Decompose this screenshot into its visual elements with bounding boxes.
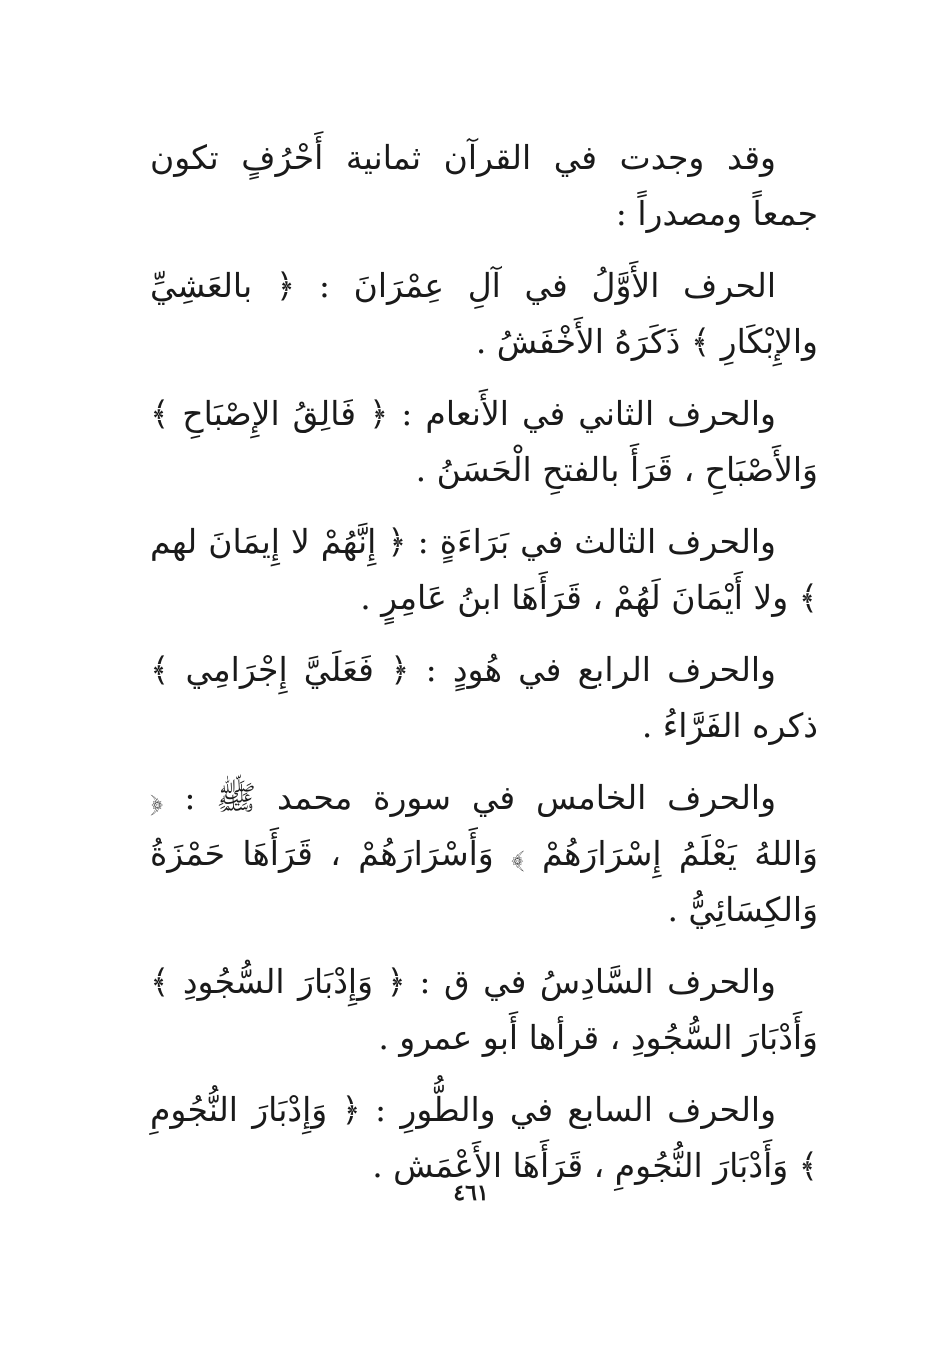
paragraph-third-letter: والحرف الثالث في بَرَاءَةٍ : ﴿ إِنَّهُمْ لا إِيمَانَ لهم ﴾ ولا أَيْمَانَ لَهُمْ ، قَرَأَهَا ابنُ عَامِرٍ .	[150, 522, 818, 617]
main-text	[150, 130, 818, 1210]
paragraph-intro: وقد وجدت في القرآن ثمانية أَحْرُفٍ تكون جمعاً ومصدراً :	[150, 138, 818, 233]
paragraph-first-letter: الحرف الأَوَّلُ في آلِ عِمْرَانَ : ﴿ بالعَشِيِّ والإِبْكَارِ ﴾ ذَكَرَهُ الأَخْفَشُ .	[150, 266, 818, 361]
paragraph-fourth-letter: والحرف الرابع في هُودٍ : ﴿ فَعَلَيَّ إِجْرَامِي ﴾ ذكره الفَرَّاءُ .	[150, 650, 818, 745]
paragraph-seventh-letter: والحرف السابع في والطُّورِ : ﴿ وَإِدْبَارَ النُّجُومِ ﴾ وَأَدْبَارَ النُّجُومِ ، قَرَأَهَا الأَعْمَش .	[150, 1090, 818, 1185]
page-number: ٤٦١	[453, 1180, 489, 1206]
paragraph-fifth-letter: والحرف الخامس في سورة محمد ﷺ : ﴿ وَاللهُ يَعْلَمُ إِسْرَارَهُمْ ﴾ وَأَسْرَارَهُمْ ، قَرَأَهَا حَمْزَةُ وَالكِسَائِيُّ .	[150, 778, 818, 929]
paragraph-second-letter: والحرف الثاني في الأَنعام : ﴿ فَالِقُ الإِصْبَاحِ ﴾ وَالأَصْبَاحِ ، قَرَأَ بالفتحِ الْحَسَنُ .	[150, 394, 818, 489]
paragraph-sixth-letter: والحرف السَّادِسُ في ق : ﴿ وَإِدْبَارَ السُّجُودِ ﴾ وَأَدْبَارَ السُّجُودِ ، قرأها أَبو عمرو .	[150, 962, 818, 1057]
